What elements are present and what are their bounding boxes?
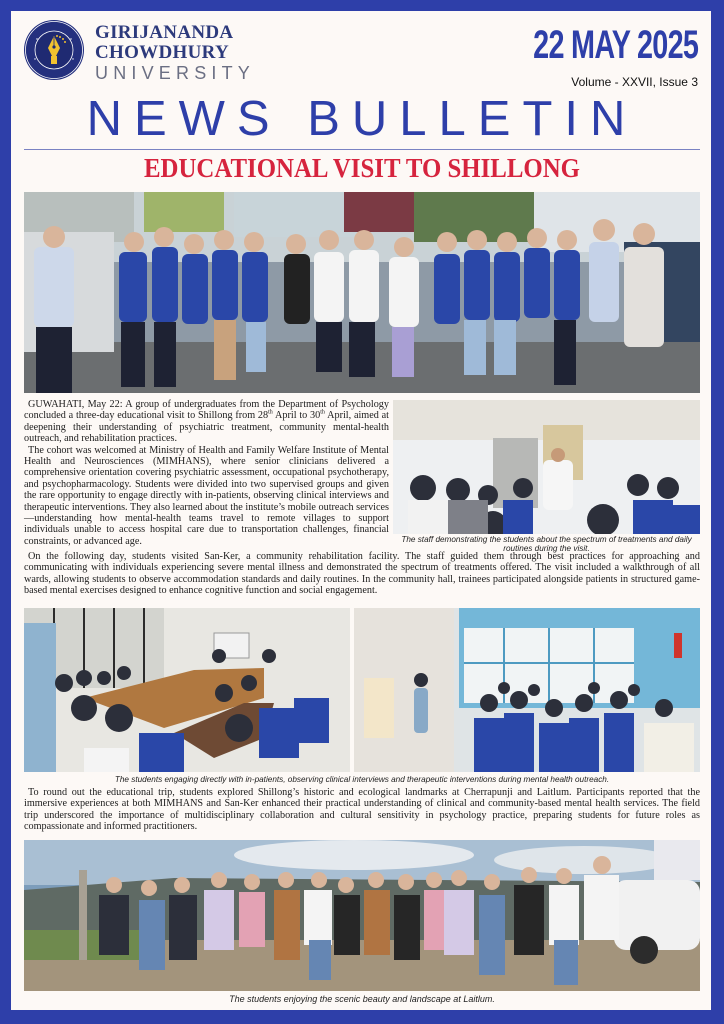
staff-demonstration-caption: The staff demonstrating the students about the spectrum of treatments and daily routines during the visit. — [401, 535, 692, 553]
in-patient-session-caption: The students engaging directly with in-patients, observing clinical interviews and therapeutic interventions during mental health outreach. — [114, 775, 610, 784]
article-headline: EDUCATIONAL VISIT TO SHILLONG — [143, 153, 581, 183]
staff-demonstration-photo — [393, 400, 700, 534]
in-patient-session-photo-2 — [354, 608, 700, 772]
issue-volume: Volume - XXVII, Issue 3 — [571, 75, 698, 89]
university-name-line1: GIRIJANANDA — [95, 22, 234, 43]
issue-date: 22 MAY 2025 — [532, 23, 698, 67]
pen-nib-seal-icon — [23, 19, 85, 81]
bulletin-page — [11, 11, 711, 1010]
article-conclusion — [24, 787, 700, 833]
group-photo-mimhans — [24, 192, 700, 393]
bulletin-title: NEWS BULLETIN — [86, 92, 638, 146]
article-paragraph-1: GUWAHATI, May 22: A group of undergraduates from the Department of Psychology concluded a three-day educational visit to Shillong from 28th April to 30th April, aimed at deepening their understanding of psychiatric treatment, community mental-health outreach, and rehabilitation practices. — [24, 399, 389, 445]
article-paragraph-2: The cohort was welcomed at Ministry of Health and Family Welfare Institute of Mental Health and Neurosciences (MIMHANS), where senior clinicians delivered a comprehensive orientation covering psychiatric assessment, occupational psychotherapy, and psychopharmacology. Students were divided into two supervised groups and given the rare opportunity to engage directly with in-patients, observing clinical interviews and therapeutic interventions. They also learned about the institute’s mobile outreach services—understanding how mental-health teams travel to remote villages to support individuals unable to access hospital care due to transportation challenges, financial constraints, or advanced age. — [24, 444, 389, 547]
article-paragraph-3: On the following day, students visited San-Ker, a community rehabilitation facility. The staff guided them through best practices for approaching and communicating with individuals experiencing severe mental illness and demonstrated the spectrum of treatments offered. The visit included a walkthrough of all wards, allowing students to observe accommodation standards and daily routines. In the community hall, trainees participated alongside patients in structured game-based mental exercises designed to enhance cognitive function and social engagement. — [24, 551, 700, 597]
article-paragraph-4: To round out the educational trip, students explored Shillong’s historic and ecological landmarks at Cherrapunji and Laitlum. Participants reported that the immersive experiences at both MIMHANS and San-Ker enhanced their practical understanding of clinical and community-based mental health services. The field trip underscored the importance of multidisciplinary collaboration and cultural sensitivity in psychology practice, preparing students for future roles as compassionate and informed practitioners. — [24, 787, 700, 833]
university-name-line3: UNIVERSITY — [95, 63, 256, 83]
university-seal-logo — [23, 19, 85, 81]
laitlum-photo-caption: The students enjoying the scenic beauty and landscape at Laitlum. — [229, 994, 495, 1004]
university-name — [95, 23, 255, 83]
article-intro — [24, 399, 389, 547]
university-name-line2: CHOWDHURY — [95, 42, 229, 63]
laitlum-group-photo — [24, 840, 700, 991]
article-san-ker — [24, 551, 700, 597]
in-patient-session-photo-1 — [24, 608, 350, 772]
title-divider — [24, 149, 700, 150]
